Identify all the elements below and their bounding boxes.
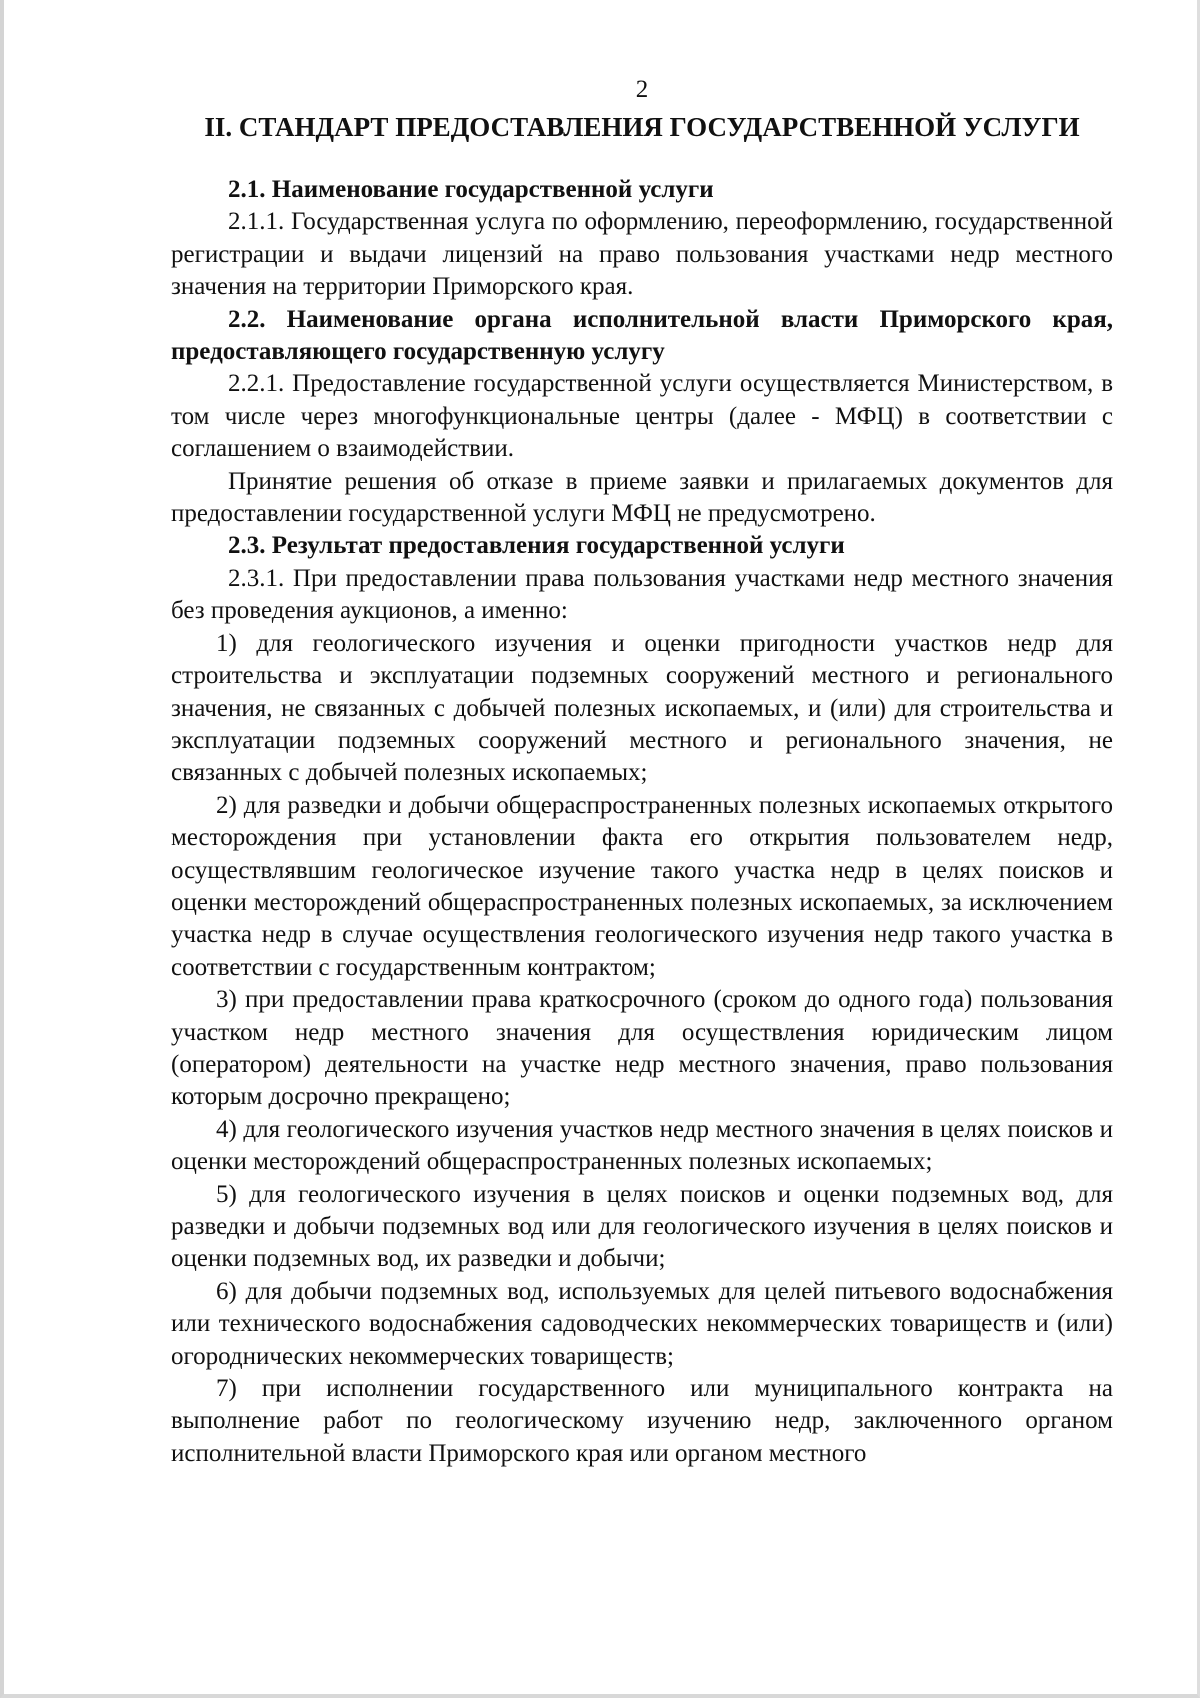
heading-2-1: 2.1. Наименование государственной услуги: [228, 176, 714, 203]
list-item-6: 6) для добычи подземных вод, используемых для целей питьевого водоснабжения или технического водоснабжения садоводческих некоммерческих товариществ и (или) огороднических некоммерческих товариществ;: [171, 1277, 1113, 1370]
list-item-2: 2) для разведки и добычи общераспространенных полезных ископаемых открытого месторождения при установлении факта его открытия пользователем недр, осуществлявшим геологическое изучение такого участка недр в целях поисков и оценки месторождений общераспространенных полезных ископаемых, за исключением участка недр в случае осуществления геологического изучения недр такого участка в соответствии с государственным контрактом;: [171, 791, 1113, 981]
document-body: [171, 74, 1113, 1470]
section-title: II. СТАНДАРТ ПРЕДОСТАВЛЕНИЯ ГОСУДАРСТВЕННОЙ УСЛУГИ: [204, 112, 1080, 142]
list-item-3: 3) при предоставлении права краткосрочного (сроком до одного года) пользования участком недр местного значения для осуществления юридическим лицом (оператором) деятельности на участке недр местного значения, право пользования которым досрочно прекращено;: [171, 986, 1113, 1111]
page-number: 2: [635, 76, 649, 103]
paragraph-mfc-refusal: Принятие решения об отказе в приеме заявки и прилагаемых документов для предоставлении государственной услуги МФЦ не предусмотрено.: [171, 467, 1113, 528]
paragraph-2-3-1: 2.3.1. При предоставлении права пользования участками недр местного значения без проведения аукционов, а именно:: [171, 564, 1113, 625]
paragraph-2-2-1: 2.2.1. Предоставление государственной услуги осуществляется Министерством, в том числе через многофункциональные центры (далее - МФЦ) в соответствии с соглашением о взаимодействии.: [171, 370, 1113, 463]
list-item-4: 4) для геологического изучения участков недр местного значения в целях поисков и оценки месторождений общераспространенных полезных ископаемых;: [171, 1115, 1113, 1176]
paragraph-2-1-1: 2.1.1. Государственная услуга по оформлению, переоформлению, государственной регистрации и выдачи лицензий на право пользования участками недр местного значения на территории Приморского края.: [171, 208, 1113, 301]
heading-2-2: 2.2. Наименование органа исполнительной власти Приморского края, предоставляющего государственную услугу: [171, 305, 1113, 366]
heading-2-3: 2.3. Результат предоставления государственной услуги: [228, 532, 845, 560]
list-item-7: 7) при исполнении государственного или муниципального контракта на выполнение работ по геологическому изучению недр, заключенного органом исполнительной власти Приморского края или органом местного: [171, 1375, 1113, 1467]
list-item-1: 1) для геологического изучения и оценки пригодности участков недр для строительства и эксплуатации подземных сооружений местного и регионального значения, не связанных с добычей полезных ископаемых, и (или) для строительства и эксплуатации подземных сооружений местного и регионального значения, не связанных с добычей полезных ископаемых;: [171, 629, 1113, 787]
list-item-5: 5) для геологического изучения в целях поисков и оценки подземных вод, для разведки и добычи подземных вод или для геологического изучения в целях поисков и оценки подземных вод, их разведки и добычи;: [171, 1180, 1113, 1273]
